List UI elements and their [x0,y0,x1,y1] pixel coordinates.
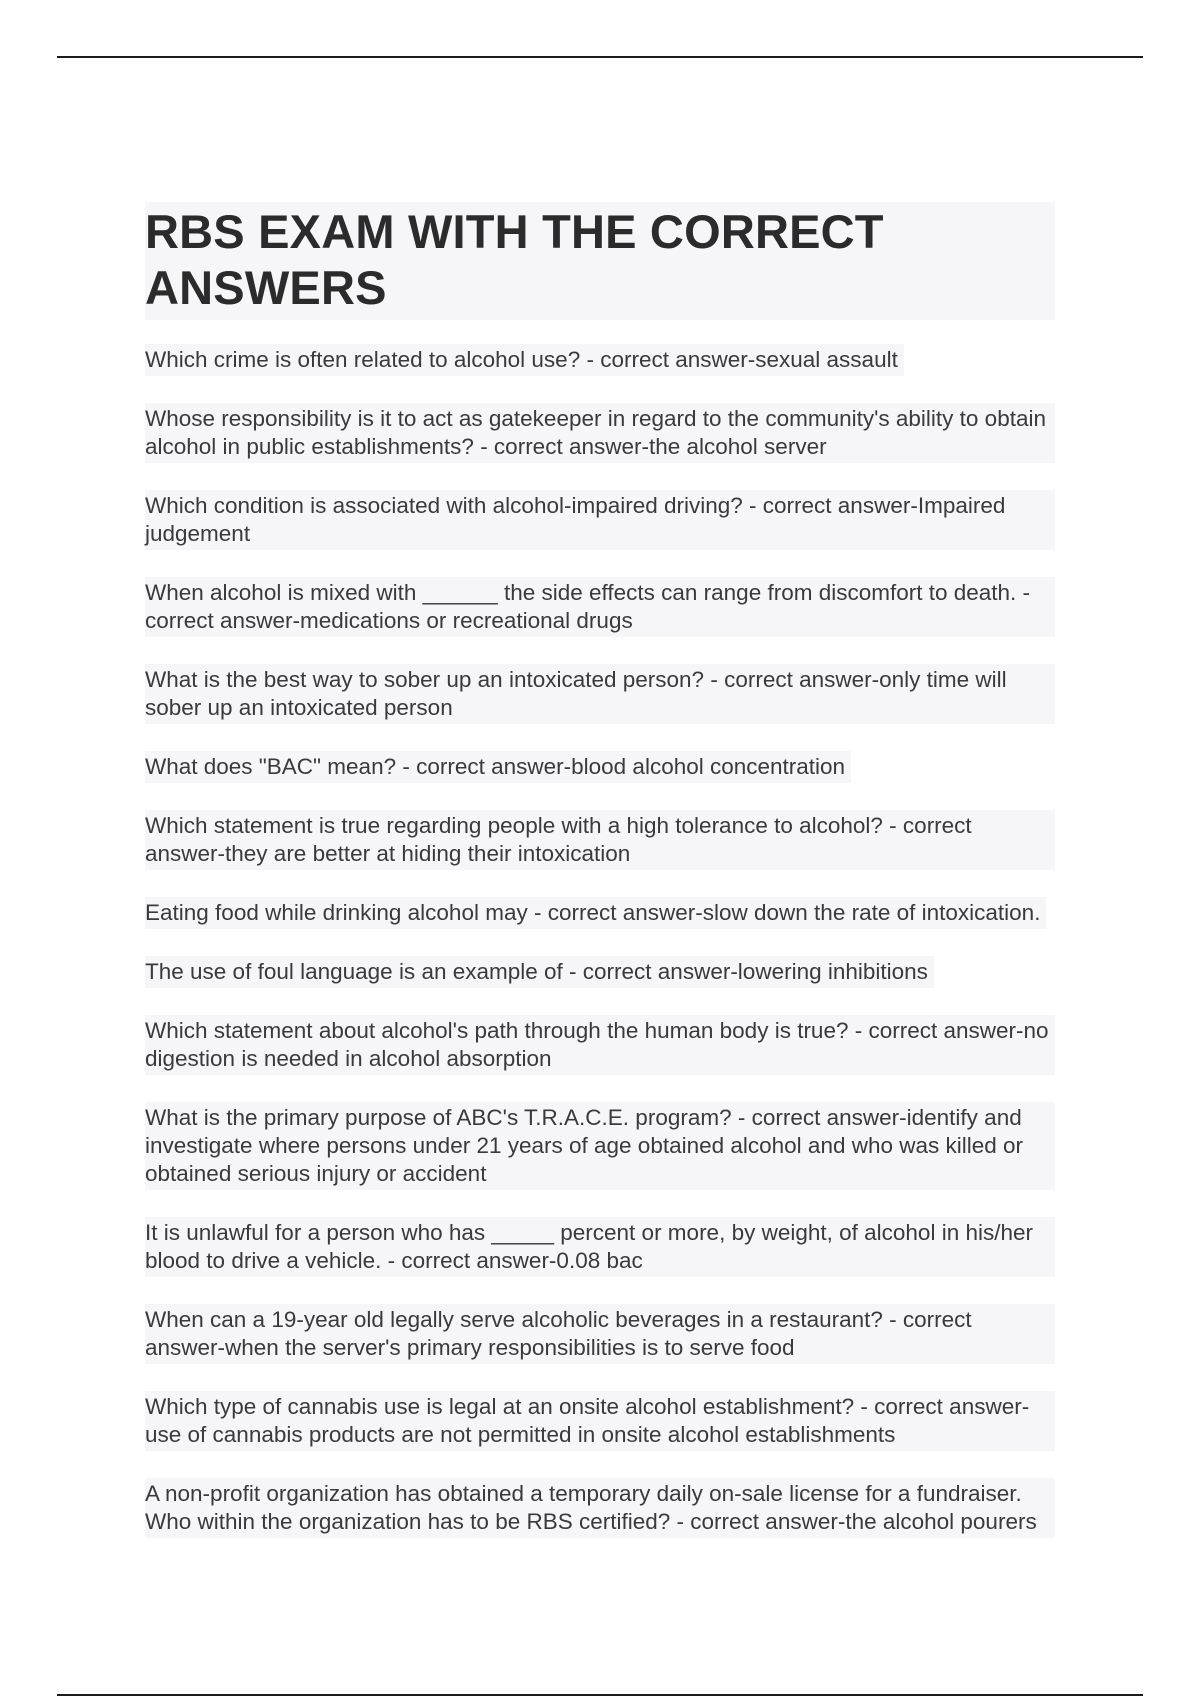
document-body [145,202,1055,1565]
qa-item-9: The use of foul language is an example of - correct answer-lowering inhibitions [145,956,934,988]
top-divider [57,56,1143,58]
page-title: RBS EXAM WITH THE CORRECT ANSWERS [145,205,884,314]
qa-item-15: A non-profit organization has obtained a temporary daily on-sale license for a fundraiser. Who within the organization has to be RBS certified? - correct answer-the alcohol pourers [145,1478,1055,1538]
qa-item-11: What is the primary purpose of ABC's T.R.A.C.E. program? - correct answer-identify and investigate where persons under 21 years of age obtained alcohol and who was killed or obtained serious injury or accident [145,1102,1055,1190]
qa-item-14: Which type of cannabis use is legal at an onsite alcohol establishment? - correct answer-use of cannabis products are not permitted in onsite alcohol establishments [145,1391,1055,1451]
qa-item-10: Which statement about alcohol's path through the human body is true? - correct answer-no digestion is needed in alcohol absorption [145,1015,1055,1075]
qa-item-8: Eating food while drinking alcohol may - correct answer-slow down the rate of intoxication. [145,897,1046,929]
qa-list [145,344,1055,1538]
qa-item-7: Which statement is true regarding people with a high tolerance to alcohol? - correct answer-they are better at hiding their intoxication [145,810,1055,870]
qa-item-5: What is the best way to sober up an intoxicated person? - correct answer-only time will sober up an intoxicated person [145,664,1055,724]
qa-item-2: Whose responsibility is it to act as gatekeeper in regard to the community's ability to obtain alcohol in public establishments? - correct answer-the alcohol server [145,403,1055,463]
qa-item-4: When alcohol is mixed with ______ the side effects can range from discomfort to death. - correct answer-medications or recreational drugs [145,577,1055,637]
qa-item-13: When can a 19-year old legally serve alcoholic beverages in a restaurant? - correct answer-when the server's primary responsibilities is to serve food [145,1304,1055,1364]
title-block [145,202,1055,320]
bottom-divider [57,1694,1143,1696]
qa-item-6: What does "BAC" mean? - correct answer-blood alcohol concentration [145,751,851,783]
qa-item-3: Which condition is associated with alcohol-impaired driving? - correct answer-Impaired judgement [145,490,1055,550]
qa-item-1: Which crime is often related to alcohol use? - correct answer-sexual assault [145,344,904,376]
qa-item-12: It is unlawful for a person who has _____ percent or more, by weight, of alcohol in his/her blood to drive a vehicle. - correct answer-0.08 bac [145,1217,1055,1277]
